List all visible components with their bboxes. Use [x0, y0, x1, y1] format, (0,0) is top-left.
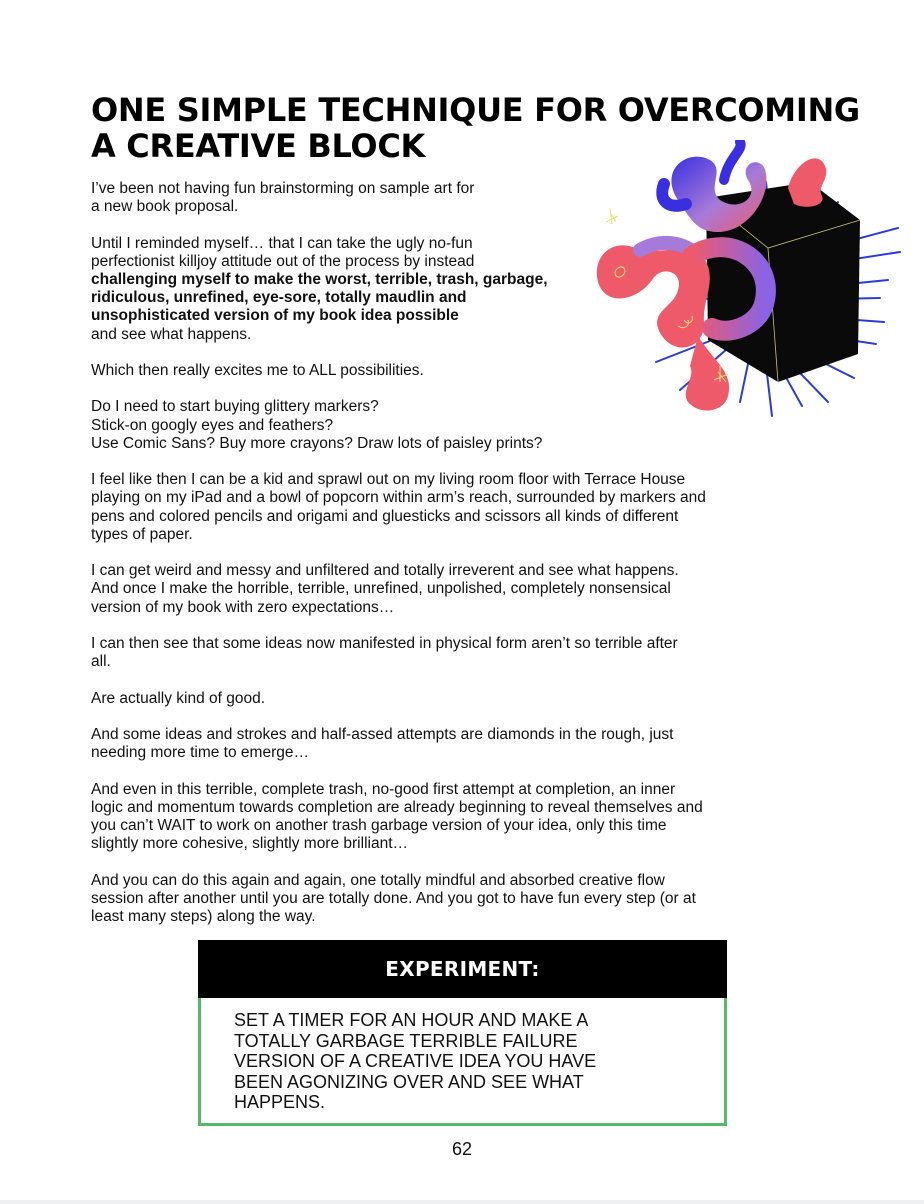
- text-line: a new book proposal.: [91, 198, 239, 216]
- paragraph: [91, 235, 811, 344]
- text-line: pens and colored pencils and origami and gluesticks and scissors all kinds of different: [91, 507, 679, 525]
- text-line: perfectionist killjoy attitude out of the process by instead: [91, 252, 475, 270]
- text-line: And even in this terrible, complete trash, no-good first attempt at completion, an inner: [91, 780, 676, 798]
- text-line: needing more time to emerge…: [91, 744, 309, 762]
- paragraph: [91, 872, 811, 927]
- text-line: Until I reminded myself… that I can take the ugly no-fun: [91, 234, 473, 252]
- text-line: playing on my iPad and a bowl of popcorn within arm’s reach, surrounded by markers and: [91, 489, 706, 507]
- experiment-line: HAPPENS.: [234, 1092, 326, 1113]
- text-line: Stick-on googly eyes and feathers?: [91, 416, 334, 434]
- paragraph: [91, 180, 811, 216]
- text-line: I can get weird and messy and unfiltered and totally irreverent and see what happens.: [91, 562, 679, 580]
- experiment-heading: EXPERIMENT:: [198, 940, 727, 998]
- text-line: Are actually kind of good.: [91, 689, 266, 707]
- experiment-body: [198, 998, 727, 1126]
- page-bottom-divider: [0, 1200, 924, 1204]
- paragraph: [91, 398, 811, 453]
- bold-text-line: unsophisticated version of my book idea possible: [91, 307, 459, 325]
- text-line: And once I make the horrible, terrible, unrefined, unpolished, completely nonsensical: [91, 580, 671, 598]
- text-line: types of paper.: [91, 525, 193, 543]
- experiment-line: VERSION OF A CREATIVE IDEA YOU HAVE: [234, 1051, 597, 1072]
- text-line: session after another until you are totally done. And you got to have fun every step (or at: [91, 889, 696, 907]
- title-line: ONE SIMPLE TECHNIQUE FOR OVERCOMING: [91, 91, 860, 129]
- paragraph: [91, 471, 811, 544]
- text-line: I’ve been not having fun brainstorming on sample art for: [91, 180, 475, 197]
- text-line: I feel like then I can be a kid and sprawl out on my living room floor with Terrace House: [91, 471, 686, 489]
- paragraph: [91, 781, 811, 854]
- text-line: you can’t WAIT to work on another trash garbage version of your idea, only this time: [91, 816, 667, 834]
- paragraph: [91, 726, 811, 762]
- bold-text-line: ridiculous, unrefined, eye-sore, totally maudlin and: [91, 289, 467, 307]
- text-line: Which then really excites me to ALL possibilities.: [91, 362, 424, 379]
- text-line: Do I need to start buying glittery markers?: [91, 398, 379, 416]
- text-line: Use Comic Sans? Buy more crayons? Draw lots of paisley prints?: [91, 434, 543, 452]
- text-line: And some ideas and strokes and half-assed attempts are diamonds in the rough, just: [91, 725, 674, 743]
- title-line: A CREATIVE BLOCK: [91, 127, 425, 165]
- text-line: logic and momentum towards completion are already beginning to reveal themselves and: [91, 798, 703, 816]
- paragraph: [91, 562, 811, 617]
- paragraph: [91, 362, 811, 380]
- text-line: slightly more cohesive, slightly more brilliant…: [91, 835, 409, 853]
- text-line: And you can do this again and again, one totally mindful and absorbed creative flow: [91, 871, 665, 889]
- paragraph: [91, 635, 811, 671]
- experiment-box: [198, 940, 727, 1126]
- experiment-line: TOTALLY GARBAGE TERRIBLE FAILURE: [234, 1030, 578, 1051]
- experiment-line: BEEN AGONIZING OVER AND SEE WHAT: [234, 1071, 584, 1092]
- text-line: all.: [91, 653, 111, 671]
- experiment-line: SET A TIMER FOR AN HOUR AND MAKE A: [234, 1010, 589, 1030]
- page-number: 62: [451, 1139, 473, 1159]
- text-line: I can then see that some ideas now manifested in physical form aren’t so terrible after: [91, 634, 678, 652]
- text-line: and see what happens.: [91, 325, 252, 343]
- bold-text-line: challenging myself to make the worst, terrible, trash, garbage,: [91, 271, 548, 288]
- paragraph: [91, 690, 811, 708]
- article-body: [91, 180, 811, 944]
- text-line: version of my book with zero expectations…: [91, 598, 395, 616]
- text-line: least many steps) along the way.: [91, 907, 316, 925]
